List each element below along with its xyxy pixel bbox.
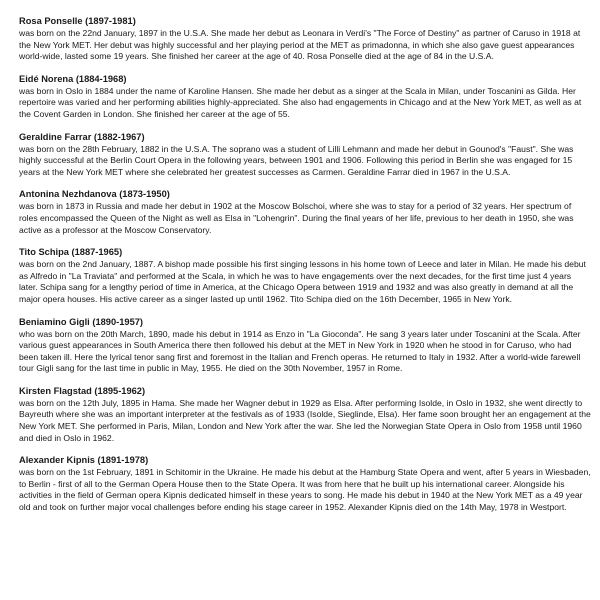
biography-entry <box>19 15 592 63</box>
biography-text: was born on the 1st February, 1891 in Schitomir in the Ukraine. He made his debut at the Hamburg State Opera and went, after 5 years in Wiesbaden, to Berlin - first of all to the German Opera House then to the State Opera. It was from here that he built up his international career. Alongside his activities in the field of German opera Kipnis dedicated himself in these years to song. He made his debut in 1940 at the New York MET as a 49 year old and took on further major vocal challenges before ending his stage career in 1952. Alexander Kipnis died on the 14th May, 1978 in Westport. <box>19 467 591 513</box>
biography-entry <box>19 188 592 236</box>
biography-entry <box>19 246 592 305</box>
singer-name: Eidé Norena (1884-1968) <box>19 73 127 84</box>
biography-entry <box>19 385 592 444</box>
biography-entry <box>19 316 592 375</box>
singer-name: Geraldine Farrar (1882-1967) <box>19 131 145 142</box>
biography-text: was born on the 2nd January, 1887. A bishop made possible his first singing lessons in his home town of Leece and later in Milan. He made his debut as Alfredo in "La Traviata" and performed at the Scala, in which he was to have engagements over the next decades, for the first time just 4 years later. Schipa sang for a lengthy period of time in America, at the Chicago Opera between 1919 and 1932 and was also greatly in demand at all the major opera houses. His active career as a singer lasted up until 1962. Tito Schipa died on the 16th December, 1965 in New York. <box>19 259 586 304</box>
biography-text: was born on the 12th July, 1895 in Hama. She made her Wagner debut in 1929 as Elsa. After performing Isolde, in Oslo in 1932, she went directly to Bayreuth where she was an important interpreter at the festivals as of 1933 (Isolde, Sieglinde, Elsa). Her fame soon brought her an engagement at the New York MET. She performed in Paris, Milan, London and New York after the war. She led the Norwegian State Opera in Oslo from 1958 until 1960 and died in Oslo in 1962. <box>19 397 591 443</box>
biography-entry <box>19 131 592 179</box>
biography-text: was born on the 22nd January, 1897 in the U.S.A. She made her debut as Leonara in Verdi's "The Force of Destiny" as partner of Caruso in 1918 at the New York MET. Her debut was highly successful and her playing period at the MET as primadonna, in which she also gave guest appearances world-wide, lasted some 19 years. She finished her career at the age of 40. Rosa Ponselle died at the age of 84 in the U.S.A. <box>19 28 581 62</box>
singer-name: Kirsten Flagstad (1895-1962) <box>19 385 146 396</box>
biography-text: was born on the 28th February, 1882 in the U.S.A. The soprano was a student of Lilli Lehmann and made her debut in Gounod's "Faust". She was highly successful at the Berlin Court Opera in the following years, between 1901 and 1906. Following this period in Berlin she was engaged for 15 years at the New York MET where she celebrated her greatest successes as Carmen. Geraldine Farrar died in 1967 in the U.S.A. <box>19 143 574 177</box>
biography-entry <box>19 454 592 513</box>
singer-name: Beniamino Gigli (1890-1957) <box>19 316 144 327</box>
biography-text: was born in 1873 in Russia and made her debut in 1902 at the Moscow Bolschoi, where she was to stay for a period of 32 years. Her spectrum of roles encompassed the Queen of the Night as well as Elsa in "Lohengrin". During the final years of her life, previous to her death in 1950, she was active as a professor at the Moscow Conservatory. <box>19 201 574 235</box>
biography-text: who was born on the 20th March, 1890, made his debut in 1914 as Enzo in "La Gioconda". He sang 3 years later under Toscanini at the Scala. After various guest appearances in South America there then followed his debut at the MET in New York in 1920 when he stood in for Caruso, who had been taken ill. Here the lyrical tenor sang first and foremost in the Italian and French operas. He returned to Italy in 1932. After a world-wide farewell tour Gigli sang for the last time in public in May, 1955. He died on the 30th November, 1957 in Rome. <box>19 328 581 374</box>
singer-name: Rosa Ponselle (1897-1981) <box>19 16 136 26</box>
singer-name: Alexander Kipnis (1891-1978) <box>19 455 149 466</box>
singer-name: Antonina Nezhdanova (1873-1950) <box>19 189 170 200</box>
singer-name: Tito Schipa (1887-1965) <box>19 247 123 258</box>
biography-entry <box>19 73 592 121</box>
biography-text: was born in Oslo in 1884 under the name of Karoline Hansen. She made her debut as a singer at the Scala in Milan, under Toscanini as Gilda. Her repertoire was varied and her performing abilities highly-appreciated. She also had engagements in Chicago and at the New York MET, as well as at the Covent Garden in London. She finished her career at the age of 55. <box>19 85 582 119</box>
